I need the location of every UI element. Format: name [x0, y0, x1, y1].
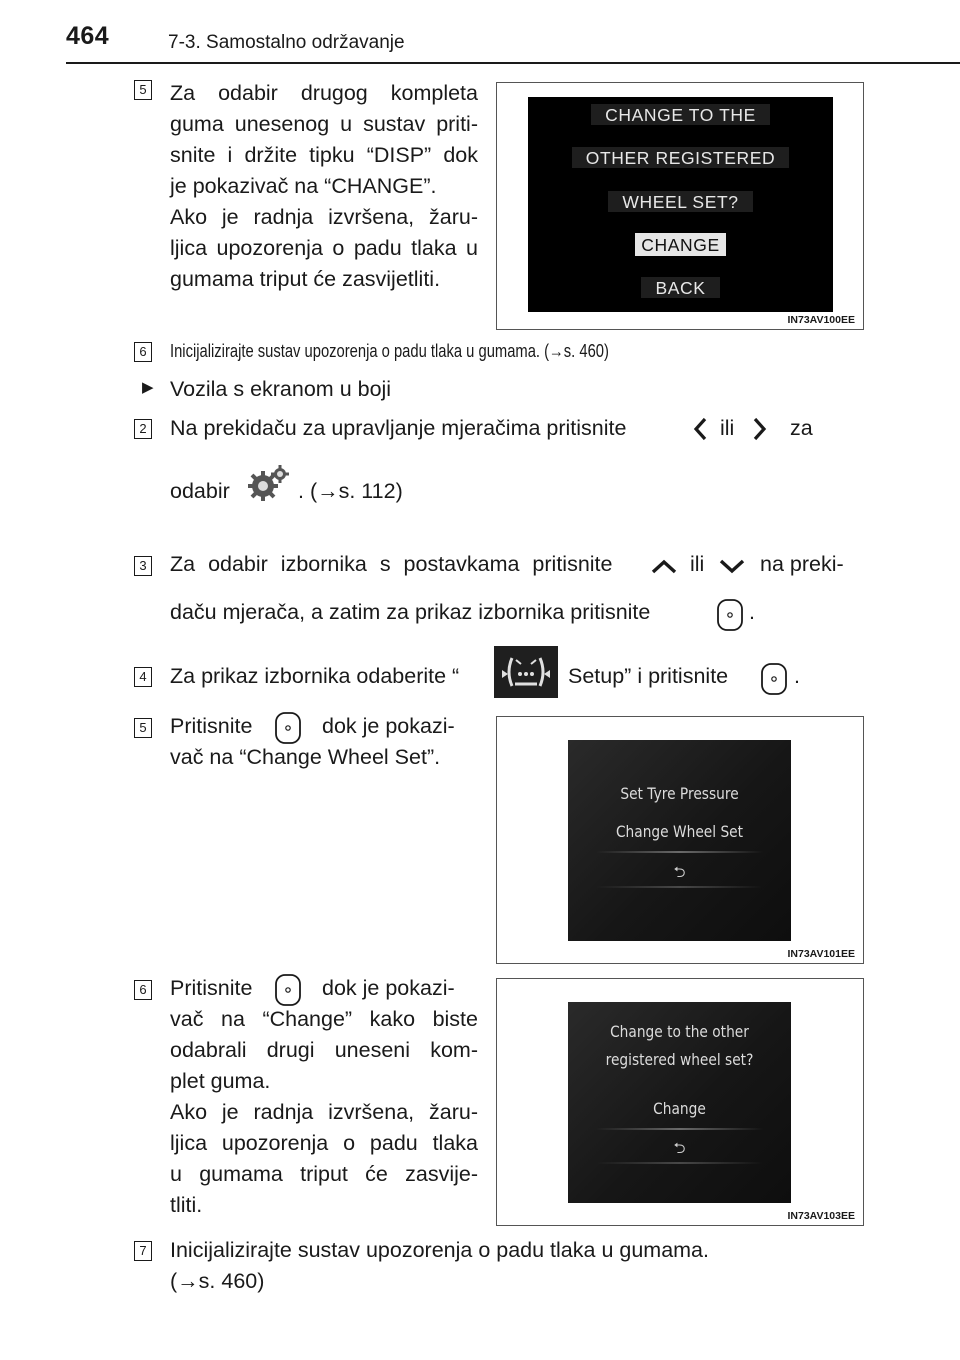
chevron-up-icon [650, 556, 678, 581]
step-number: 7 [134, 1241, 152, 1261]
step-text: Za prikaz izbornika odaberite “ [170, 664, 460, 688]
back-icon: ⮌ [673, 1140, 686, 1157]
step-number: 3 [134, 556, 152, 576]
highlight-line [596, 1128, 763, 1130]
step-text: Inicijalizirajte sustav upozorenja o padu tlaka u gumama. [170, 1238, 709, 1262]
text-line: ljica upozorenja o padu tlaka u [170, 236, 478, 260]
step-number: 6 [134, 342, 152, 362]
screen-text: WHEEL SET? [608, 191, 752, 212]
step-number: 2 [134, 419, 152, 439]
menu-item-change: Change [653, 1099, 706, 1118]
step-number: 4 [134, 667, 152, 687]
step-text: dok je pokazi- [322, 714, 455, 738]
page-reference: (→s. 460) [170, 1269, 265, 1293]
screen-selected-item: CHANGE [635, 233, 725, 256]
bullet-arrow-icon: ▶ [142, 379, 154, 396]
screen-text: BACK [641, 277, 719, 298]
step-text: odabir [170, 479, 230, 503]
step-text: ili [690, 552, 705, 576]
step-number: 5 [134, 80, 152, 100]
page-reference: →s. 460) [549, 341, 609, 361]
text-line: Ako je radnja izvršena, žaru- [170, 1100, 478, 1124]
dialog-question-line: Change to the other [610, 1022, 749, 1041]
step-text: ili [720, 416, 735, 440]
figure-caption: IN73AV103EE [787, 1210, 855, 1222]
highlight-line [596, 851, 763, 853]
figure-caption: IN73AV101EE [787, 948, 855, 960]
figure-change-wheel-set-confirm [496, 978, 864, 1226]
screen-text: CHANGE TO THE [591, 104, 770, 125]
text-line: Ako je radnja izvršena, žaru- [170, 205, 478, 229]
figure-change-screen [496, 82, 864, 330]
text-line: odabrali drugi uneseni kom- [170, 1038, 478, 1062]
step-text: dok je pokazi- [322, 976, 455, 1000]
step-text: Pritisnite [170, 714, 253, 738]
step-text [170, 341, 609, 362]
step-text [170, 78, 478, 295]
tire-pressure-setup-icon [494, 646, 558, 698]
dialog-question-line: registered wheel set? [605, 1050, 754, 1069]
figure-wheel-set-menu [496, 716, 864, 964]
step-text [170, 1004, 478, 1221]
display-screen [568, 1002, 791, 1203]
step-text: Za odabir izbornika s postavkama pritisnite [170, 552, 613, 576]
step-text: vač na “Change Wheel Set”. [170, 745, 441, 769]
text-line: vač na “Change” kako biste [170, 1007, 478, 1031]
step-text: daču mjerača, a zatim za prikaz izbornika pritisnite [170, 600, 651, 624]
step-number: 5 [134, 718, 152, 738]
ok-button-icon [716, 598, 744, 637]
page-number: 464 [66, 22, 110, 50]
menu-item-change-wheel-set: Change Wheel Set [615, 822, 744, 841]
section-title: 7-3. Samostalno održavanje [168, 32, 405, 53]
step-text: Setup” i pritisnite [568, 664, 729, 688]
step-text: Pritisnite [170, 976, 253, 1000]
step-number: 6 [134, 980, 152, 1000]
subsection-title: Vozila s ekranom u boji [170, 377, 392, 401]
text-line: je pokazivač na “CHANGE”. [170, 174, 437, 198]
header-rule [66, 62, 960, 64]
step-text: Na prekidaču za upravljanje mjeračima pritisnite [170, 416, 627, 440]
figure-caption: IN73AV100EE [787, 314, 855, 326]
text-line: plet guma. [170, 1069, 271, 1093]
text-line: guma unesenog u sustav priti- [170, 112, 478, 136]
chevron-right-icon [752, 417, 768, 446]
ok-button-icon [760, 662, 788, 701]
divider-line [596, 1162, 763, 1164]
display-screen [568, 740, 791, 941]
menu-item-set-tyre-pressure: Set Tyre Pressure [620, 784, 739, 803]
text-line: ljica upozorenja o padu tlaka [170, 1131, 478, 1155]
step-text: na preki- [760, 552, 844, 576]
step-text: . [794, 664, 800, 688]
step-text-main: Inicijalizirajte sustav upozorenja o padu tlaka u gumama. ( [170, 341, 550, 361]
chevron-down-icon [718, 556, 746, 581]
divider-line [596, 886, 763, 888]
text-line: tliti. [170, 1193, 203, 1217]
screen-text: OTHER REGISTERED [572, 147, 789, 168]
chevron-left-icon [692, 417, 708, 446]
back-icon: ⮌ [673, 864, 686, 881]
gear-icon [244, 464, 292, 509]
text-line: Za odabir drugog kompleta [170, 81, 478, 105]
text-line: gumama triput će zasvijetliti. [170, 267, 441, 291]
step-text: . [749, 600, 755, 624]
text-line: u gumama triput će zasvije- [170, 1162, 478, 1186]
step-text: . (→s. 112) [298, 479, 403, 503]
display-screen [528, 97, 833, 312]
text-line: snite i držite tipku “DISP” dok [170, 143, 478, 167]
step-text: za [790, 416, 813, 440]
